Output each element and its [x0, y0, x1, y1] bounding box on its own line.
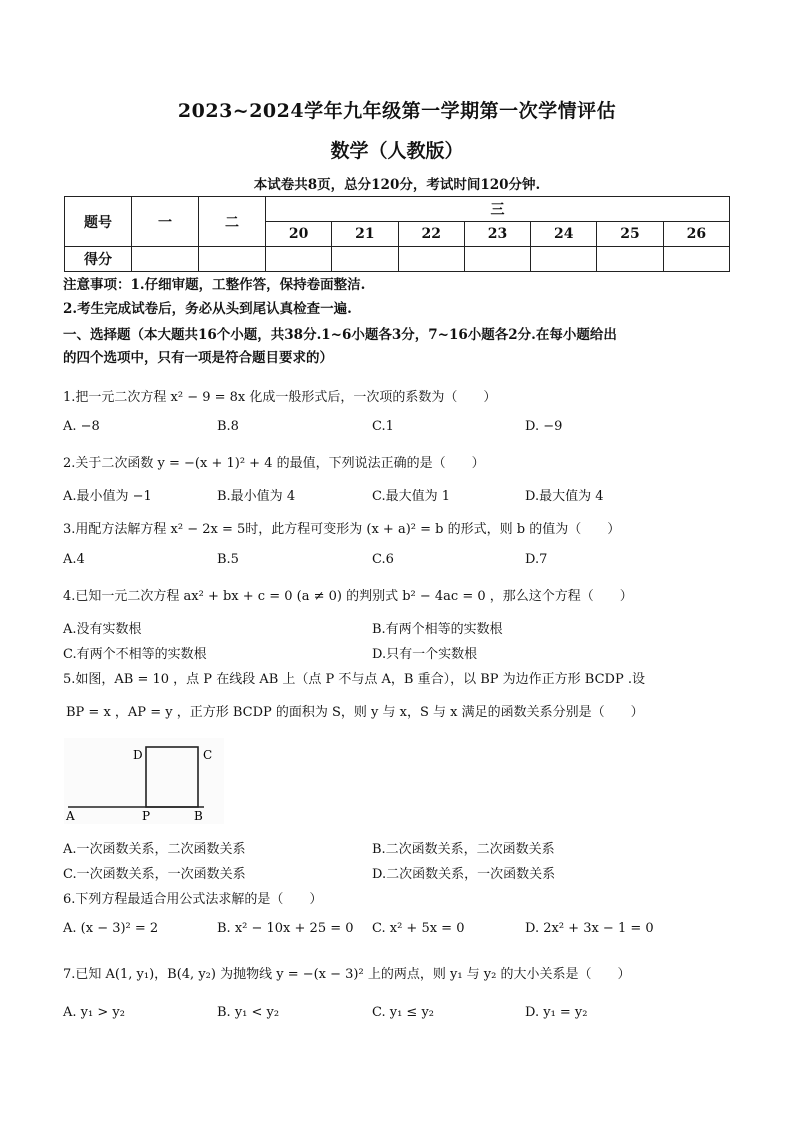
q6-option-a[interactable]: A. (x − 3)² = 2	[63, 921, 159, 936]
figure-label-a: A	[66, 809, 75, 823]
score-cell[interactable]	[531, 247, 597, 272]
sub-number: 22	[398, 222, 464, 247]
score-cell[interactable]	[266, 247, 332, 272]
sub-number: 23	[464, 222, 530, 247]
notes-line-1: 注意事项：1.仔细审题，工整作答，保持卷面整洁.	[63, 277, 366, 293]
question-5-stem-line-1: 5.如图，AB = 10 ，点 P 在线段 AB 上（点 P 不与点 A，B 重合），以 BP 为边作正方形 BCDP .设	[63, 672, 645, 687]
figure-label-d: D	[133, 748, 143, 762]
sub-number: 26	[663, 222, 729, 247]
score-cell[interactable]	[398, 247, 464, 272]
q3-option-d[interactable]: D.7	[525, 552, 548, 567]
question-3-stem: 3.用配方法解方程 x² − 2x = 5时，此方程可变形为 (x + a)² = b 的形式，则 b 的值为（ ）	[63, 522, 621, 537]
question-5-stem-line-2: BP = x ，AP = y ，正方形 BCDP 的面积为 S，则 y 与 x，S 与 x 满足的函数关系分别是（ ）	[66, 705, 644, 720]
q5-figure	[64, 738, 224, 824]
label-score: 得分	[65, 247, 132, 272]
label-question-no: 题号	[65, 197, 132, 247]
q2-option-b[interactable]: B.最小值为 4	[217, 489, 296, 504]
question-4-stem: 4.已知一元二次方程 ax² + bx + c = 0 (a ≠ 0) 的判别式 b² − 4ac = 0 ，那么这个方程（ ）	[63, 589, 633, 604]
q4-option-c[interactable]: C.有两个不相等的实数根	[63, 647, 207, 662]
q1-option-a[interactable]: A. −8	[63, 419, 100, 434]
q5-option-a[interactable]: A.一次函数关系，二次函数关系	[63, 842, 246, 857]
q1-option-d[interactable]: D. −9	[525, 419, 563, 434]
question-6-stem: 6.下列方程最适合用公式法求解的是（ ）	[63, 892, 323, 907]
sub-number: 25	[597, 222, 663, 247]
q7-option-b[interactable]: B. y₁ < y₂	[217, 1005, 280, 1020]
q6-option-c[interactable]: C. x² + 5x = 0	[372, 921, 465, 936]
score-cell[interactable]	[132, 247, 199, 272]
score-cell[interactable]	[464, 247, 530, 272]
score-cell[interactable]	[597, 247, 663, 272]
q5-option-b[interactable]: B.二次函数关系，二次函数关系	[372, 842, 555, 857]
q7-option-c[interactable]: C. y₁ ≤ y₂	[372, 1005, 435, 1020]
score-cell[interactable]	[663, 247, 729, 272]
score-cell[interactable]	[199, 247, 266, 272]
question-7-stem: 7.已知 A(1, y₁)，B(4, y₂) 为抛物线 y = −(x − 3)² 上的两点，则 y₁ 与 y₂ 的大小关系是（ ）	[63, 967, 631, 982]
sub-number: 21	[332, 222, 398, 247]
q1-option-b[interactable]: B.8	[217, 419, 239, 434]
score-table	[64, 196, 730, 272]
exam-subtitle: 数学（人教版）	[330, 140, 464, 162]
q7-option-d[interactable]: D. y₁ = y₂	[525, 1005, 588, 1020]
q7-option-a[interactable]: A. y₁ > y₂	[63, 1005, 125, 1020]
q3-option-b[interactable]: B.5	[217, 552, 239, 567]
notes-line-2: 2.考生完成试卷后，务必从头到尾认真检查一遍.	[63, 301, 352, 317]
q6-option-b[interactable]: B. x² − 10x + 25 = 0	[217, 921, 354, 936]
question-2-stem: 2.关于二次函数 y = −(x + 1)² + 4 的最值，下列说法正确的是（ ）	[63, 456, 485, 471]
q4-option-b[interactable]: B.有两个相等的实数根	[372, 622, 503, 637]
q2-option-d[interactable]: D.最大值为 4	[525, 489, 604, 504]
figure-label-c: C	[203, 748, 213, 762]
section-one-line-1: 一、选择题（本大题共16个小题，共38分.1~6小题各3分，7~16小题各2分.在每小题给出	[63, 327, 617, 343]
q4-option-a[interactable]: A.没有实数根	[63, 622, 142, 637]
sub-number: 24	[531, 222, 597, 247]
sub-number: 20	[266, 222, 332, 247]
q2-option-a[interactable]: A.最小值为 −1	[63, 489, 152, 504]
exam-info: 本试卷共8页，总分120分，考试时间120分钟.	[253, 177, 541, 193]
question-1-stem: 1.把一元二次方程 x² − 9 = 8x 化成一般形式后，一次项的系数为（ ）	[63, 390, 497, 405]
exam-title: 2023~2024学年九年级第一学期第一次学情评估	[177, 100, 617, 122]
q5-option-c[interactable]: C.一次函数关系，一次函数关系	[63, 867, 246, 882]
section-one-line-2: 的四个选项中，只有一项是符合题目要求的）	[63, 350, 333, 366]
part-two: 二	[199, 197, 266, 247]
q4-option-d[interactable]: D.只有一个实数根	[372, 647, 478, 662]
q5-option-d[interactable]: D.二次函数关系，一次函数关系	[372, 867, 556, 882]
figure-label-b: B	[194, 809, 203, 823]
part-three: 三	[266, 197, 730, 222]
part-one: 一	[132, 197, 199, 247]
q3-option-c[interactable]: C.6	[372, 552, 394, 567]
figure-label-p: P	[142, 809, 151, 823]
q3-option-a[interactable]: A.4	[63, 552, 85, 567]
q2-option-c[interactable]: C.最大值为 1	[372, 489, 451, 504]
q1-option-c[interactable]: C.1	[372, 419, 394, 434]
score-cell[interactable]	[332, 247, 398, 272]
q6-option-d[interactable]: D. 2x² + 3x − 1 = 0	[525, 921, 654, 936]
